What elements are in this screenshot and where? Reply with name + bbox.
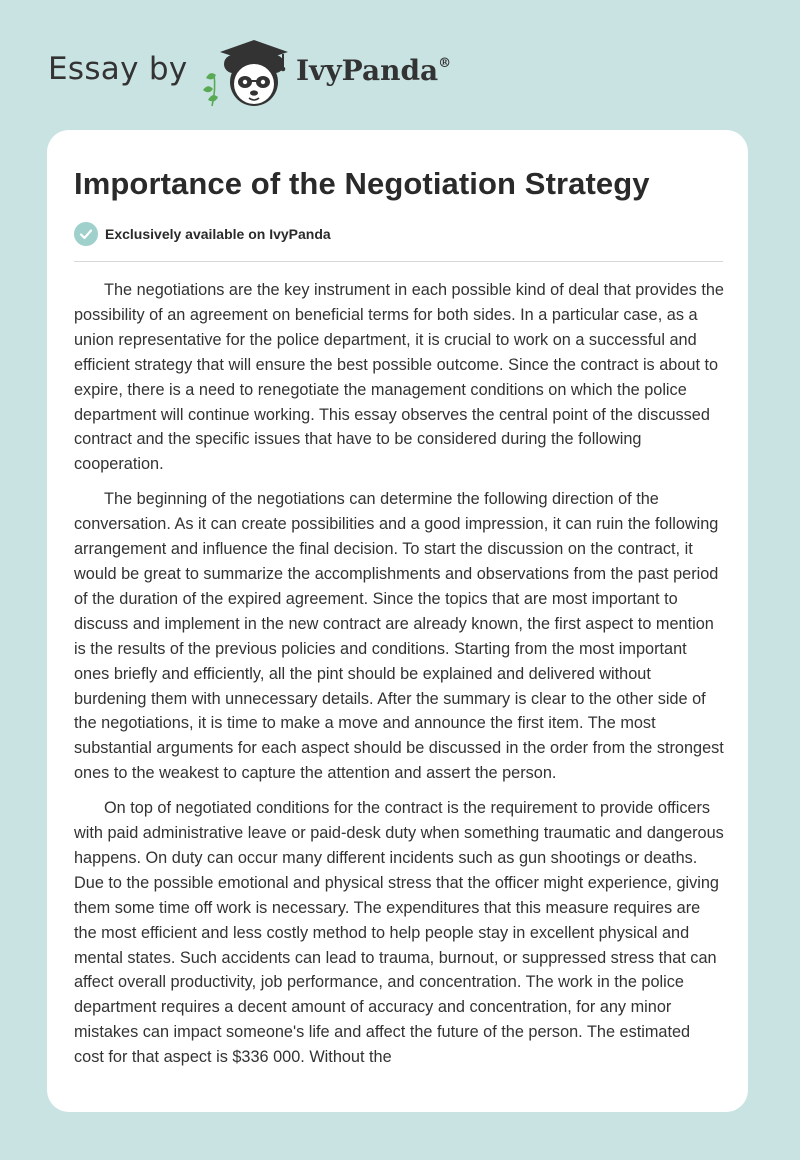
checkmark-circle-icon xyxy=(74,222,98,246)
ivypanda-logo-icon[interactable] xyxy=(200,38,294,110)
exclusive-label: Exclusively available on IvyPanda xyxy=(105,226,331,242)
paragraph: On top of negotiated conditions for the contract is the requirement to provide officers with paid administrative leave or paid-desk duty when something traumatic and dangerous happens. On duty can occur many different incidents such as gun shootings or deaths. Due to the possible emotional and physical stress that the officer might experience, giving them some time off work is necessary. The expenditures that this measure requires are the most efficient and less costly method to help people stay in excellent physical and mental states. Such accidents can lead to trauma, burnout, or suppressed stress that can affect overall productivity, job performance, and concentration. The work in the police department requires a decent amount of accuracy and concentration, for any minor mistakes can impact someone's life and affect the future of the person. The estimated cost for that aspect is $336 000. Without the xyxy=(74,799,724,1067)
essay-card xyxy=(47,130,748,1112)
paragraph: The negotiations are the key instrument in each possible kind of deal that provides the possibility of an agreement on beneficial terms for both sides. In a particular case, as a union representative for the police department, it is crucial to work on a successful and efficient strategy that will ensure the best possible outcome. Since the contract is about to expire, there is a need to renegotiate the management conditions on which the police department will continue working. This essay observes the central point of the discussed contract and the specific issues that have to be considered during the following cooperation. xyxy=(74,281,724,474)
title-divider xyxy=(74,261,723,262)
site-header xyxy=(48,38,468,110)
registered-mark: ® xyxy=(438,56,452,71)
ivypanda-wordmark[interactable]: IvyPanda® xyxy=(296,54,452,87)
essay-by-label: Essay by xyxy=(48,51,188,87)
essay-title: Importance of the Negotiation Strategy xyxy=(74,166,650,201)
paragraph: The beginning of the negotiations can determine the following direction of the conversation. As it can create possibilities and a good impression, it can ruin the following arrangement and influence the final decision. To start the discussion on the contract, it would be great to summarize the accomplishments and observations from the past period of the duration of the expired agreement. Since the topics that are most important to discuss and implement in the new contract are already known, the first aspect to mention is the results of the previous policies and conditions. Starting from the most important ones briefly and efficiently, all the pint should be explained and delivered without burdening them with unnecessary details. After the summary is clear to the other side of the negotiations, it is time to make a move and announce the first item. The most substantial arguments for each aspect should be discussed in the order from the strongest ones to the weakest to capture the attention and assert the person. xyxy=(74,490,724,783)
essay-body xyxy=(74,278,724,1080)
